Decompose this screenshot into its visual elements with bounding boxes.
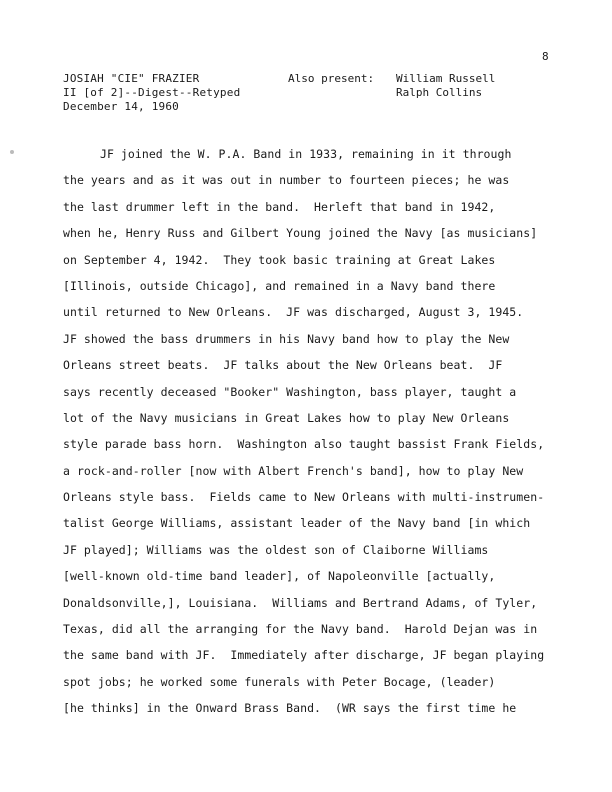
text-line: a rock-and-roller [now with Albert French's band], how to play New <box>63 463 524 478</box>
text-line: on September 4, 1942. They took basic training at Great Lakes <box>63 252 496 267</box>
text-line: talist George Williams, assistant leader of the Navy band [in which <box>63 516 531 531</box>
reel-info: II [of 2]--Digest--Retyped <box>63 86 241 99</box>
text-line: Donaldsonville,], Louisiana. Williams and Bertrand Adams, of Tyler, <box>63 595 538 610</box>
digest-body <box>63 141 553 722</box>
text-line: until returned to New Orleans. JF was discharged, August 3, 1945. <box>63 305 524 320</box>
interview-date: December 14, 1960 <box>63 100 179 113</box>
present-name: Ralph Collins <box>396 86 483 99</box>
also-present-block <box>288 72 495 100</box>
text-line: Orleans style bass. Fields came to New Orleans with multi-instrumen- <box>63 490 545 505</box>
text-line: JF showed the bass drummers in his Navy band how to play the New <box>63 331 510 346</box>
interviewee-name: JOSIAH "CIE" FRAZIER <box>63 72 200 85</box>
text-line: Orleans street beats. JF talks about the New Orleans beat. JF <box>63 358 503 373</box>
text-line: spot jobs; he worked some funerals with Peter Bocage, (leader) <box>63 674 496 689</box>
text-line: JF played]; Williams was the oldest son of Claiborne Williams <box>63 542 489 557</box>
text-line: [well-known old-time band leader], of Napoleonville [actually, <box>63 569 496 584</box>
margin-mark <box>10 150 14 154</box>
interview-header <box>63 72 240 114</box>
also-present-names <box>396 72 495 100</box>
page-number: 8 <box>542 50 549 63</box>
text-line: says recently deceased "Booker" Washington, bass player, taught a <box>63 384 517 399</box>
text-line: the last drummer left in the band. Herleft that band in 1942, <box>63 199 496 214</box>
text-line: JF joined the W. P.A. Band in 1933, remaining in it through <box>100 147 512 161</box>
text-line: Texas, did all the arranging for the Navy band. Harold Dejan was in <box>63 622 538 637</box>
text-line: the years and as it was out in number to fourteen pieces; he was <box>63 173 510 188</box>
text-line: the same band with JF. Immediately after discharge, JF began playing <box>63 648 545 663</box>
also-present-label: Also present: <box>288 72 375 85</box>
text-line: [he thinks] in the Onward Brass Band. (WR says the first time he <box>63 701 517 716</box>
present-name: William Russell <box>396 72 496 85</box>
text-line: when he, Henry Russ and Gilbert Young joined the Navy [as musicians] <box>63 226 538 241</box>
text-line: [Illinois, outside Chicago], and remained in a Navy band there <box>63 278 496 293</box>
text-line: style parade bass horn. Washington also taught bassist Frank Fields, <box>63 437 545 452</box>
text-line: lot of the Navy musicians in Great Lakes how to play New Orleans <box>63 410 510 425</box>
